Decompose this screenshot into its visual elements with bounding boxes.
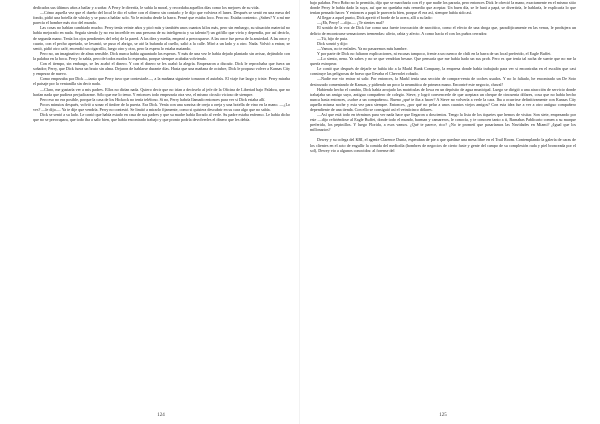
paragraph: —Así que está todo en términos para ver nada hace que llegaron a doscientos. Tengo la lista de los tiquetes que hemos de visitar. Son siete, empezando por este —dijo refiriéndose al Eagle Buffet, donde todo el mundo, barman y camareros, le conocía, y te conocen tanto a ti, Barnabas Pablicario comen a su marque preferida, los pepinillos. Y luego Florida, a esos vamos. ¿Qué te parece, rico? ¿No te prometí que pasaríamos las Navidades en Miami? ¿Igual que los millonarios? [310,112,576,133]
left-page-number: 124 [157,413,165,418]
paragraph: Dick se sentó a su lado. Le contó que había estado en casa de sus padres y que su madre había llorado al verle. Su padre estaba enfermo. Le había dicho que no se preocupara, que todo iba a salir bien, que había encontrado trabajo y que pronto podría devolverles el dinero que les debía. [33,111,290,123]
right-page [300,0,600,424]
paragraph: Pero eso no era posible, porque la casa de los Hickock no tenía teléfono. Si no, Perry habría llamado entonces para ver si Dick estaba allí. [40,96,266,102]
paragraph: —Nadie me vio entrar ni salir. Por entonces, la Markl tenía una sección de compra-venta de coches usados. Y no lo faltado, he encontrado un De Soto destrozado comentando de Kansas, y pidiendo un poco la neumática de primera mano. Encontré este negocio, chaval! [310,76,576,87]
right-page-number: 125 [439,413,447,418]
paragraph: —¡Eh, Perry! —dijo—. ¿Te sientes mal? [317,20,384,26]
paragraph: Al llegar a aquel punto, Dick apretó el borde de la acera, allí a su lado: [317,15,433,21]
paragraph: —Claro, me gustaría ver a mis padres. Ellos no dirían nada. Quiero decir que no irían a decírselo al jefe de la Oficina de Libertad bajo Palabra, que no harían nada que pudiera perjudicarme. Sólo que me lo temo. Y entonces todo empezaría otra vez, el mismo círculo vicioso de siempre. [33,86,290,97]
paragraph: —Cómo aquella vez que el dueño del local le dio el sobre con el dinero sin contarlo y le dijo que volviera el lunes. Después se sentó en una mesa del fondo, pidió una botella de whisky y se puso a hablar solo. Yo le miraba desde la barra. Pensé que estaba loco. Pero no. Estaba contento. ¿Sabes? Y a mí me parecía el hombre más rico del mundo. [33,10,290,26]
paragraph: —Lo siento, nena. Ya sabes y no se que vendrían besase. Que pensaría que me había hado un sus prob. Pero es que tenía tal racha de suerte que no me la quería estropear. [310,56,576,67]
paragraph: bajo palabra. Pero Bobo no lo permitía, dijo que se marcharía con él y que nadie los pararía, pero entonces Dick le ofreció la mano, exactamente en el mismo sitio donde Perry le había dado la suya, así que no quedaba más remedio que aceptar. Un buen día, se le hará a papá, se divertiría, le hablaría, le explicaría lo que tenían pensado hacer. Y entonces a papá le parecería bien, porque él era así, siempre había sido así. [310,0,576,16]
section-paragraph: Dewey y su colega del KBI, el agente Clarence Duntz, esperaban de pie a que quedase una mesa libre en el Trail Room. Contemplando la galería de caras de los clientes en el acto de engullir la comida del mediodía (hombres de negocios de cierto fuste y gente del campo de su complexión ruda y piel bronceada por el sol), Dewey vio a algunos conocidos: al forense del [310,137,576,153]
paragraph: El sonido de la voz de Dick fue como una fuerte invocación de narcótico, como el efecto de una droga que, paradójicamente en las venas, le produjera un delirio de encontrarse sensaciones tremendas: alivio, rabia y afecto. A como hacía el con los puños cerrados: [310,25,576,36]
paragraph: —Tú, hijo de puta. [317,35,349,41]
paragraph: Las cosas no habían cambiado mucho. Perry tenía veinte años y picó más y también unos cuantos kilos más, pero sin embargo, su situación material no había mejorado en nada. Seguía siendo (y no era increíble en una persona de su inteligencia y su talento?) un grifillo que vivía y dependía, por así decirlo, de segunda mano. Tenía los ojos pendientes del reloj de la pared. A las diez y media, empezó a preocuparse. A las once fue presa de la ansiedad. A las once y cuarto, con el pecho apretado, se levantó, se puso el abrigo, se ató la bufanda al cuello, salió a la calle. Miró a un lado y a otro. Nada. Volvió a entrar, se sentó, pidió otro café, encendió un cigarrillo, luego otro y otro, pero la espera lo estaba matando. [33,25,290,51]
paragraph: Dick sonrió y dijo: [317,40,348,46]
paragraph: Pocos minutos después, volvió a sonar el timbre de la puerta. Era Dick. Venía con una sonrisa de oreja a oreja y una botella de vino en la mano. —¿Lo ves? —le dijo—. Ya te dije que vendría. Perry no contestó. Se limitó a mirarlo fijamente, como si quisiera descubrir en su cara algo que no sabía. [33,101,290,112]
right-page-text [310,0,576,404]
paragraph: Con el tiempo, sin embargo, se les acabó el dinero. Y con el dinero se les acabó la alegría. Empezaron a discutir. Dick le reprochaba que fuera un soñador; Perry, que Dick fuera un bruto sin alma. Dejaron de hablarse durante días. Hasta que una mañana de octubre, Dick le propuso volver a Kansas City y empezar de nuevo. [33,61,290,77]
paragraph: Habiendo hecho el cambio, Dick había arrojado las matrículas de Iowa en un depósito de agua municipal. Luego se dirigió a una atracción de servicio donde trabajaba un amigo suyo, antiguo compañero de colegio. Steve, y logró convencerle de que aceptara un cheque de cincuenta dólares, cosa que no había hecho nunca hasta entonces, «sobre a un compañero». Bueno ¿qué te iba a hacer? A Steve no volvería a verle la cara. Iba a ocurrirse definitivamente con Kansas City aquella misma noche y esta vez para siempre. Entonces, ¿por qué no pelar a unos cuantos viejos amigos? Con esta idea fue a ver a otro antiguo compañero dependiente de una tienda. Con ello se consiguió así el veinticinco dólares. [310,86,576,112]
paragraph: Como empezaba por Dick —tanto que Perry tuvo que contestarle—, a la mañana siguiente tomaron el autobús. El viaje fue largo y triste. Perry miraba el paisaje por la ventanilla sin decir nada. [33,76,290,87]
paragraph: Y por parte de Dick no faltaron explicaciones, ni escasas tampoco, frente a un cuenco de chili en la barra de un local preferido, el Eagle Buffet. [317,50,552,56]
paragraph: Pero no, un imaginativo de alma sensible. Dick nunca había aguantado las esperas. Y más de una vez le había dejado plantado sin avisar, dejándolo con la palabra en la boca. Perry lo sabía, pero de todos modos lo esperaba, porque siempre acababa volviendo. [33,50,290,61]
paragraph: Le contó que después de dejarle se había ido a la Markl Bunk Company, la empresa donde había trabajado para ver si encontraba en el escalón que casi construye las peligrosas de bravo que llevaba el Chevrolet robado. [310,66,576,77]
paragraph: —Vamos, no te enfades. Ya no pasaremos más hambre. [317,45,408,51]
paragraph: dedicados sus últimos años a bailar y a soñar. A Perry le divertía, le subía la moral, y recordaba aquellos días como los mejores de su vida. [33,5,260,10]
left-page-text [33,5,290,405]
